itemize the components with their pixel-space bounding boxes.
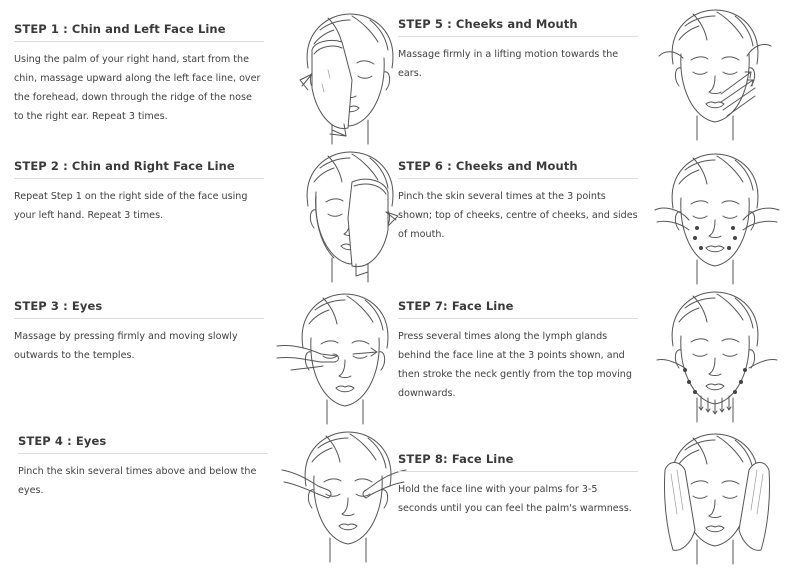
step-6-block: [398, 159, 638, 244]
step-5-block: [398, 17, 638, 83]
face-eyes-pinch-illustration: [280, 428, 410, 563]
step-4-title: STEP 4 : Eyes: [18, 434, 268, 454]
face-line-hold-palms-illustration: [655, 430, 780, 565]
step-1-text: Using the palm of your right hand, start from the chin, massage upward along the left face line, over the forehead, down through the ridge of the nose to the right ear. Repeat 3 times.: [14, 54, 261, 122]
step-1-title: STEP 1 : Chin and Left Face Line: [14, 22, 264, 42]
step-4-block: [18, 434, 268, 500]
step-7-title: STEP 7: Face Line: [398, 299, 638, 319]
step-7-text: Press several times along the lymph glands behind the face line at the 3 points shown, and then stroke the neck gently from the top moving downwards.: [398, 331, 632, 399]
face-palm-chin-left-illustration: [290, 10, 410, 145]
face-palm-chin-right-illustration: [290, 148, 410, 283]
face-eyes-press-illustration: [275, 290, 405, 425]
face-cheeks-pinch-points-illustration: [655, 150, 780, 285]
step-6-title: STEP 6 : Cheeks and Mouth: [398, 159, 638, 179]
step-8-text: Hold the face line with your palms for 3-5 seconds until you can feel the palm's warmness.: [398, 484, 632, 514]
step-2-block: [14, 159, 264, 225]
step-7-block: [398, 299, 638, 403]
step-3-text: Massage by pressing firmly and moving slowly outwards to the temples.: [14, 331, 238, 361]
step-2-text: Repeat Step 1 on the right side of the face using your left hand. Repeat 3 times.: [14, 191, 248, 221]
face-line-neck-stroke-illustration: [655, 288, 780, 423]
step-2-title: STEP 2 : Chin and Right Face Line: [14, 159, 264, 179]
face-cheeks-lift-illustration: [655, 6, 780, 141]
step-8-title: STEP 8: Face Line: [398, 452, 638, 472]
step-6-text: Pinch the skin several times at the 3 points shown; top of cheeks, centre of cheeks, and sides of mouth.: [398, 191, 638, 240]
step-3-title: STEP 3 : Eyes: [14, 299, 264, 319]
step-1-block: [14, 22, 264, 126]
step-5-text: Massage firmly in a lifting motion towards the ears.: [398, 49, 619, 79]
step-8-block: [398, 452, 638, 518]
step-3-block: [14, 299, 264, 365]
step-4-text: Pinch the skin several times above and below the eyes.: [18, 466, 257, 496]
step-5-title: STEP 5 : Cheeks and Mouth: [398, 17, 638, 37]
